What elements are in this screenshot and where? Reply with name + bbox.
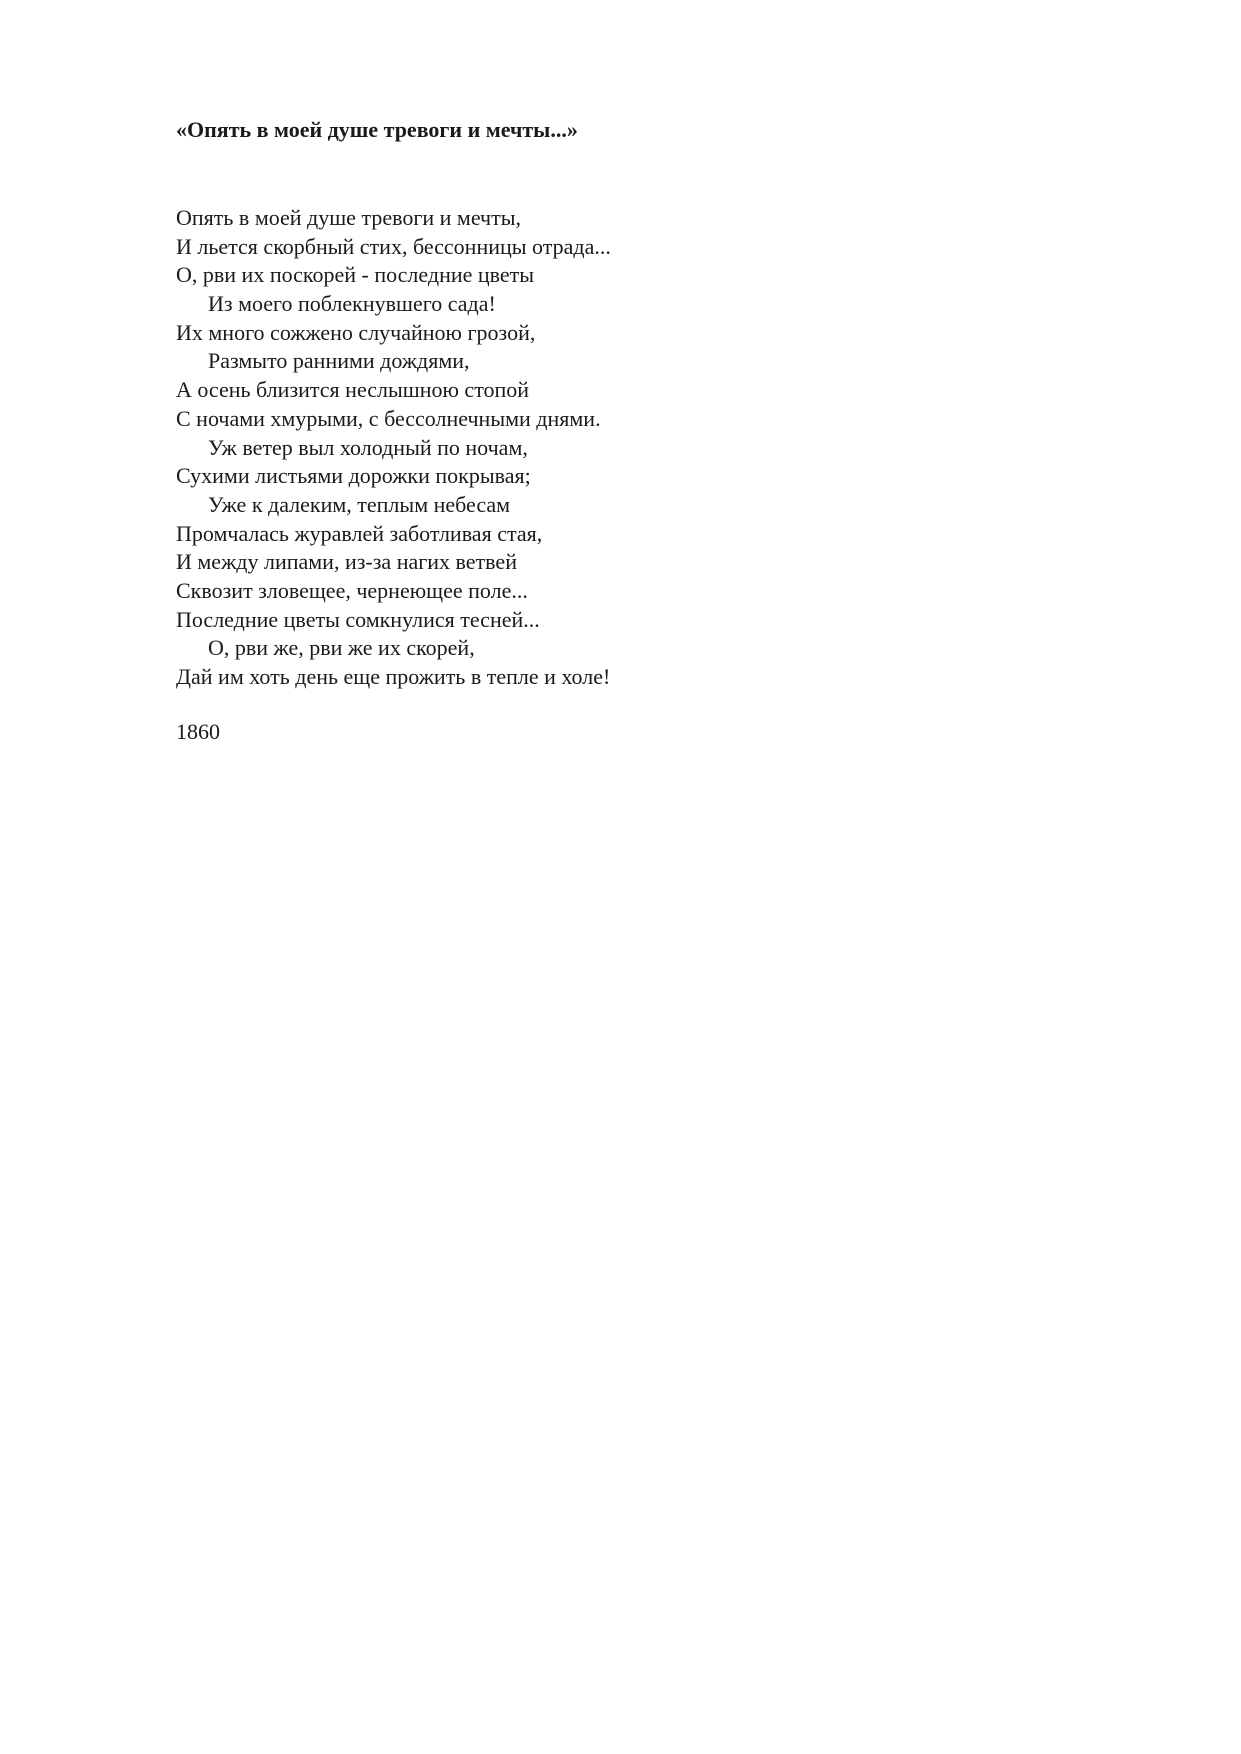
poem-line: Их много сожжено случайною грозой, — [176, 319, 536, 345]
poem-line: Дай им хоть день еще прожить в тепле и холе! — [176, 664, 611, 689]
poem-line: И между липами, из-за нагих ветвей — [176, 549, 517, 575]
poem-body — [176, 204, 611, 692]
poem-line: Размыто ранними дождями, — [208, 348, 470, 374]
poem-title: «Опять в моей душе тревоги и мечты...» — [176, 117, 578, 142]
poem-line: Сухими листьями дорожки покрывая; — [176, 463, 531, 489]
poem-line: О, рви же, рви же их скорей, — [208, 635, 475, 661]
poem-line: Уже к далеким, теплым небесам — [208, 491, 511, 517]
poem-date: 1860 — [176, 719, 220, 744]
poem-line: И льется скорбный стих, бессонницы отрада... — [176, 233, 611, 259]
poem-line: Уж ветер выл холодный по ночам, — [208, 434, 528, 460]
poem-line: С ночами хмурыми, с бессолнечными днями. — [176, 405, 601, 431]
poem-line: Сквозит зловещее, чернеющее поле... — [176, 577, 528, 603]
poem-line: Из моего поблекнувшего сада! — [208, 291, 496, 317]
poem-line: О, рви их поскорей - последние цветы — [176, 262, 535, 288]
poem-line: А осень близится неслышною стопой — [176, 377, 530, 403]
poem-line: Последние цветы сомкнулися тесней... — [176, 606, 540, 632]
poem-line: Промчалась журавлей заботливая стая, — [176, 520, 543, 546]
poem-line: Опять в моей душе тревоги и мечты, — [176, 205, 521, 230]
